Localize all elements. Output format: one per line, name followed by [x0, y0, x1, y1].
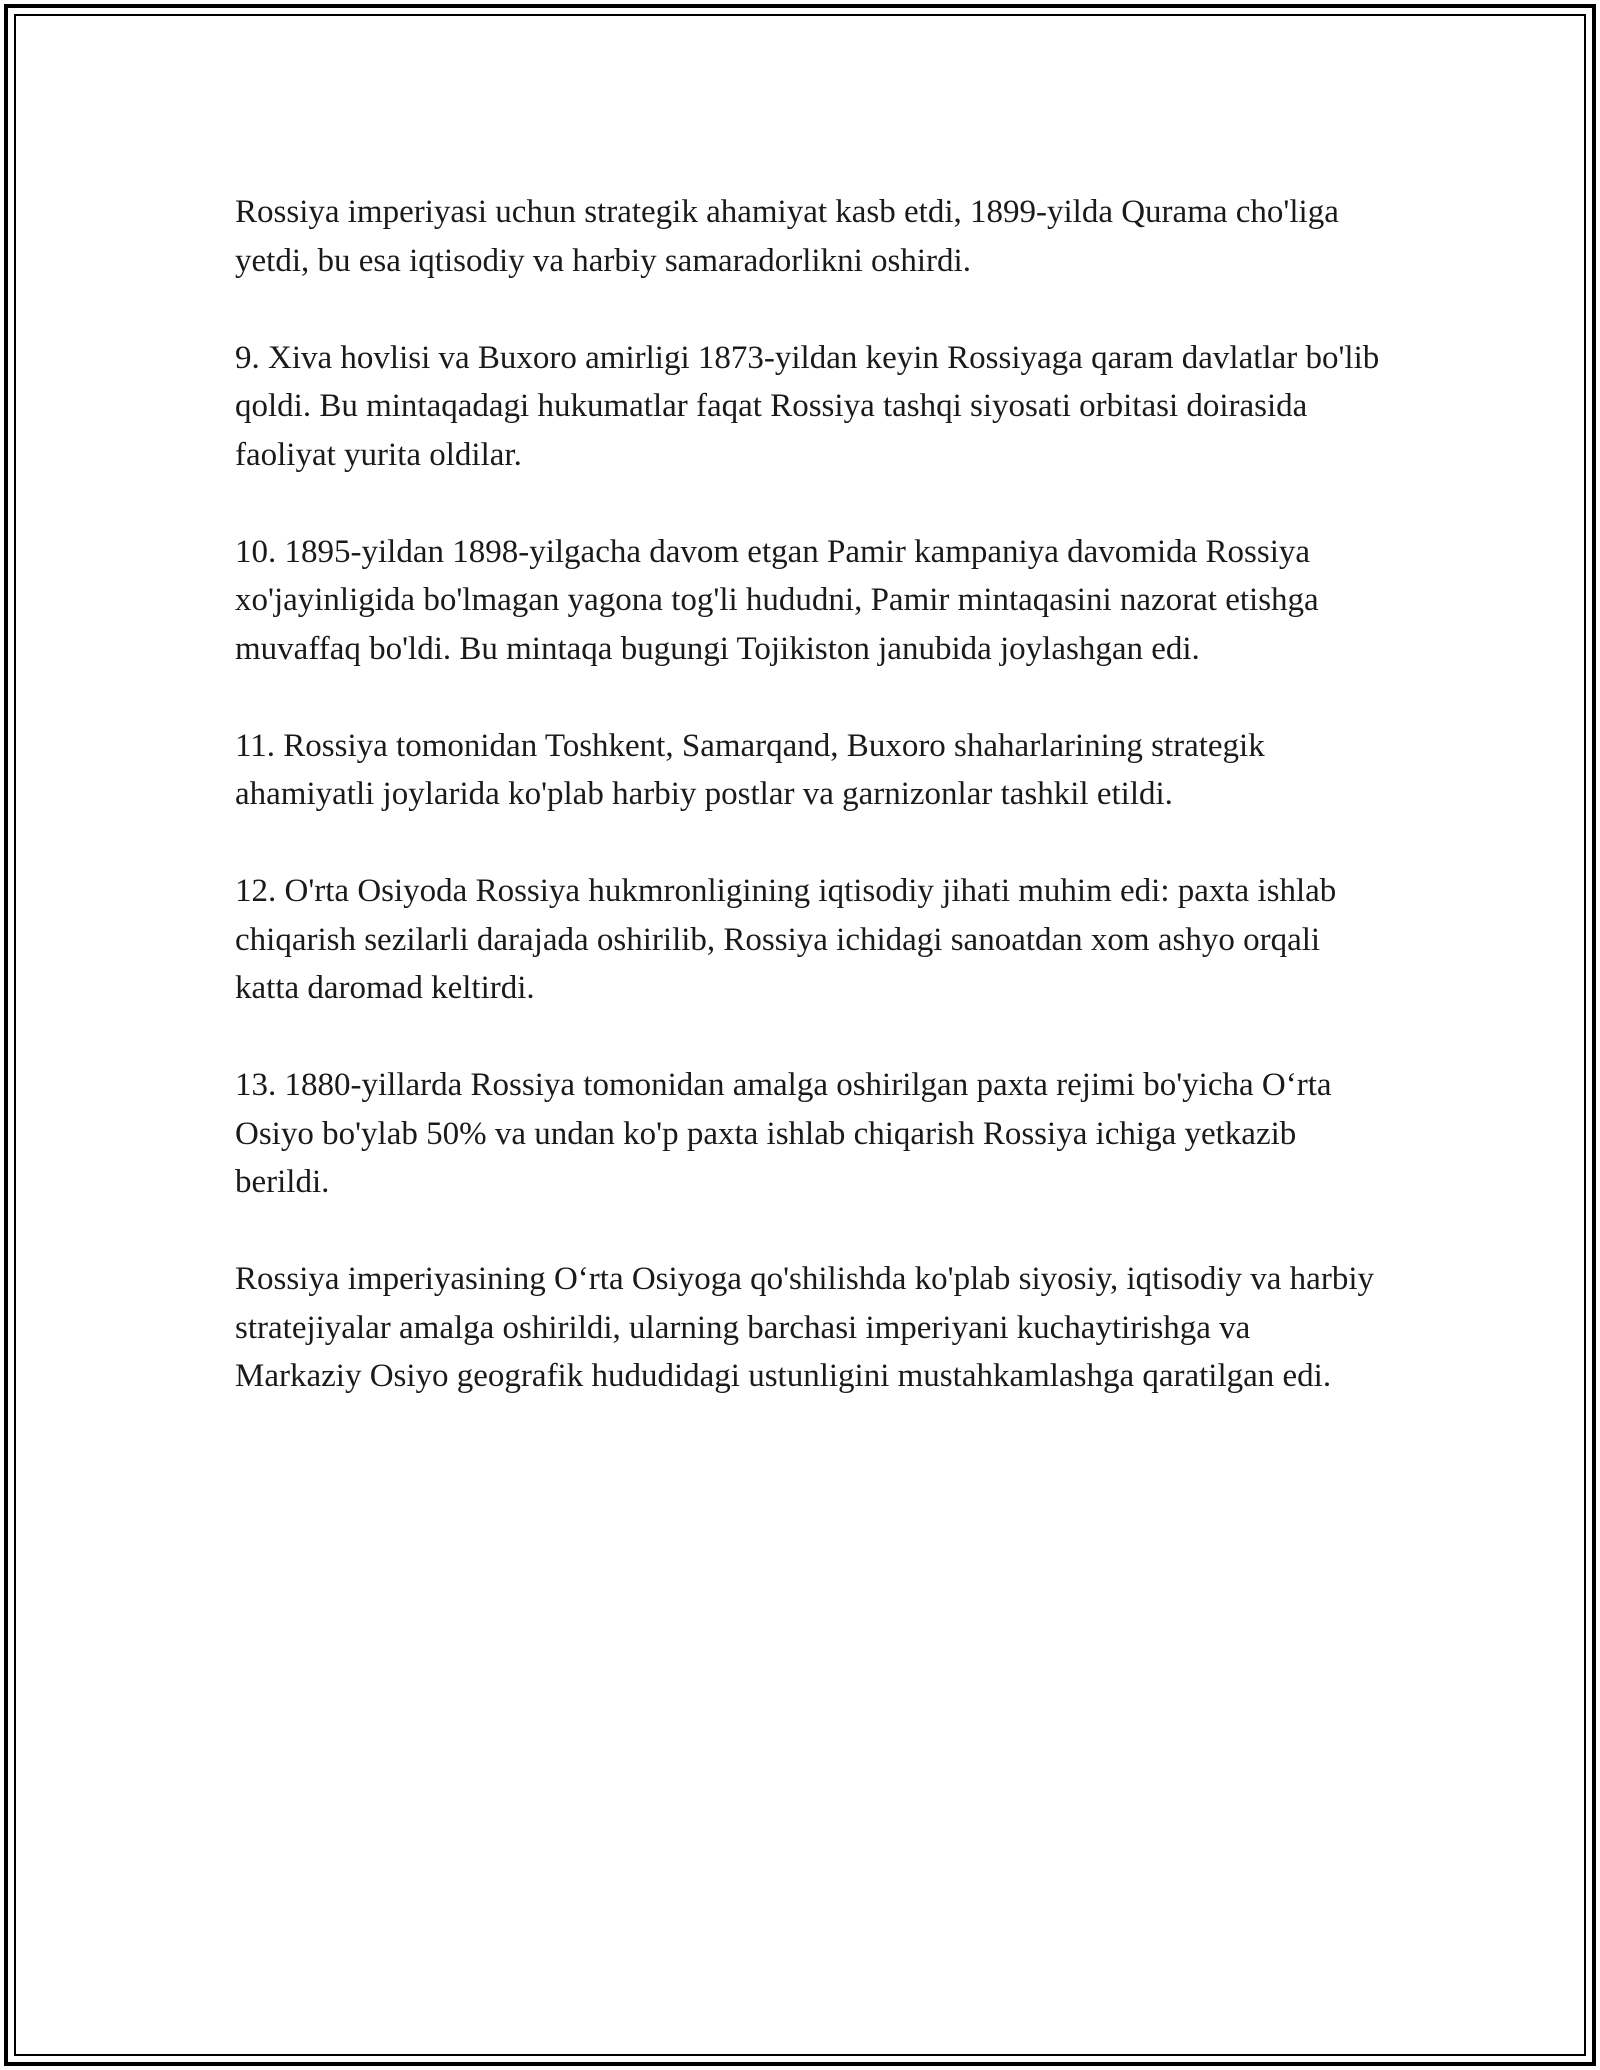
paragraph-item-11: 11. Rossiya tomonidan Toshkent, Samarqand, Buxoro shaharlarining strategik ahamiyatli joylarida ko'plab harbiy postlar va garnizonlar tashkil etildi.	[235, 727, 1265, 812]
paragraph-item-10: 10. 1895-yildan 1898-yilgacha davom etgan Pamir kampaniya davomida Rossiya xo'jayinligida bo'lmagan yagona tog'li hududni, Pamir mintaqasini nazorat etishga muvaffaq bo'ldi. Bu mintaqa bugungi Tojikiston janubida joylashgan edi.	[235, 533, 1319, 667]
paragraph-intro-continuation: Rossiya imperiyasi uchun strategik ahamiyat kasb etdi, 1899-yilda Qurama cho'liga yetdi, bu esa iqtisodiy va harbiy samaradorlikni oshirdi.	[235, 194, 1339, 279]
document-body	[235, 188, 1385, 1401]
paragraph-item-12: 12. O'rta Osiyoda Rossiya hukmronligining iqtisodiy jihati muhim edi: paxta ishlab chiqarish sezilarli darajada oshirilib, Rossiya ichidagi sanoatdan xom ashyo orqali katta daromad keltirdi.	[235, 873, 1337, 1006]
paragraph-item-9: 9. Xiva hovlisi va Buxoro amirligi 1873-yildan keyin Rossiyaga qaram davlatlar bo'lib qoldi. Bu mintaqadagi hukumatlar faqat Rossiya tashqi siyosati orbitasi doirasida faoliyat yurita oldilar.	[235, 339, 1380, 473]
paragraph-item-13: 13. 1880-yillarda Rossiya tomonidan amalga oshirilgan paxta rejimi bo'yicha Oʻrta Osiyo bo'ylab 50% va undan ko'p paxta ishlab chiqarish Rossiya ichiga yetkazib berildi.	[235, 1067, 1332, 1200]
paragraph-conclusion: Rossiya imperiyasining Oʻrta Osiyoga qo'shilishda ko'plab siyosiy, iqtisodiy va harbiy stratejiyalar amalga oshirildi, ularning barchasi imperiyani kuchaytirishga va Markaziy Osiyo geografik hududidagi ustunligini mustahkamlashga qaratilgan edi.	[235, 1261, 1374, 1394]
